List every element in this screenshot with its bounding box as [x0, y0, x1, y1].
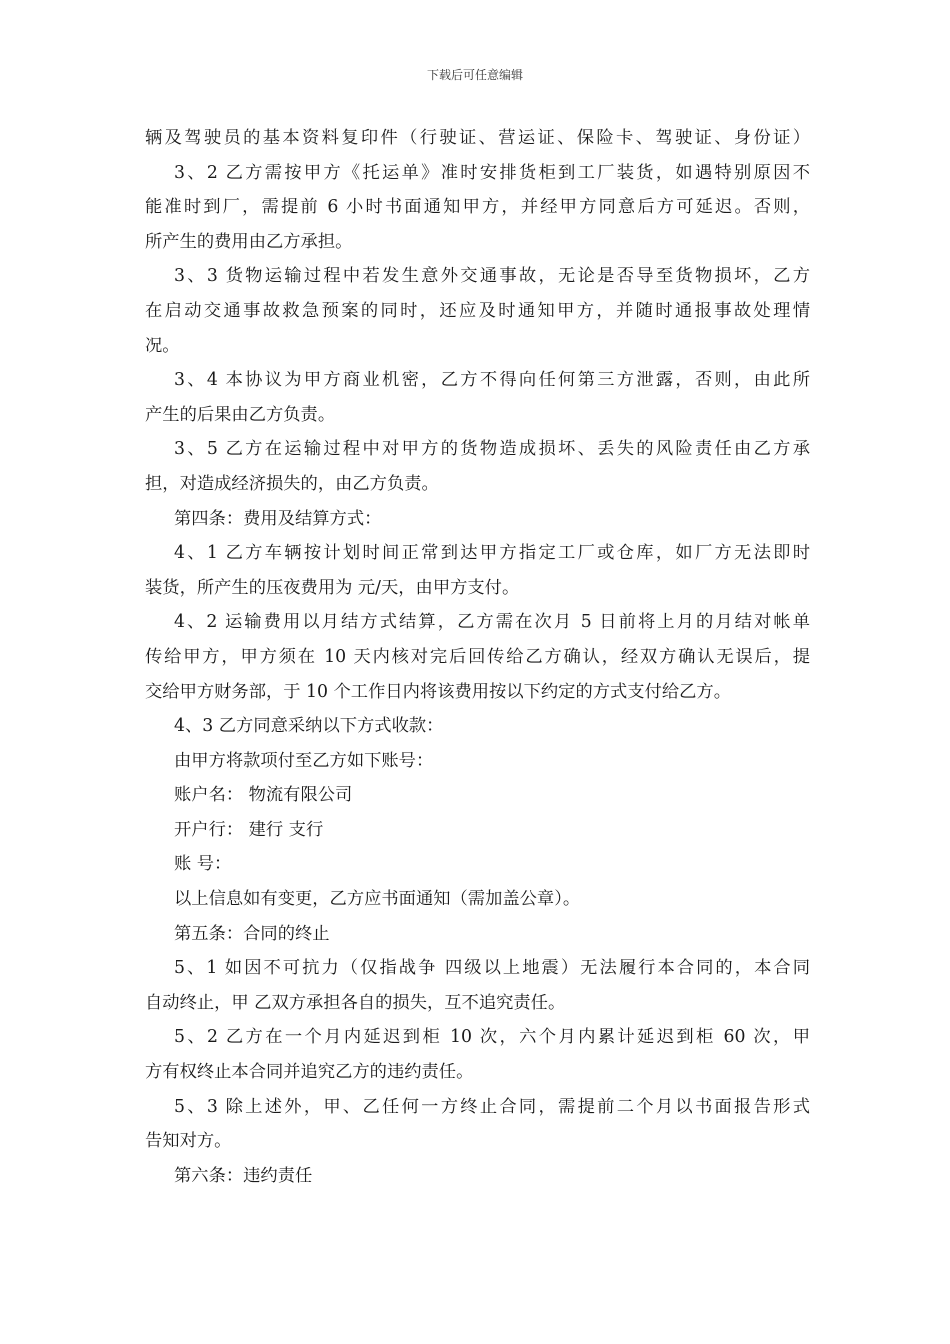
section-heading: 第六条：违约责任 [174, 1165, 313, 1186]
page-header: 下载后可任意编辑 [426, 68, 523, 82]
text-line: 在启动交通事故救急预案的同时，还应及时通知甲方，并随时通报事故处理情 [145, 300, 810, 321]
text-line: 3、4 本协议为甲方商业机密，乙方不得向任何第三方泄露，否则，由此所 [174, 370, 810, 391]
text-line: 4、3 乙方同意采纳以下方式收款： [174, 716, 444, 737]
text-line: 3、5 乙方在运输过程中对甲方的货物造成损坏、丢失的风险责任由乙方承 [174, 439, 810, 460]
text-line: 能准时到厂，需提前 6 小时书面通知甲方，并经甲方同意后方可延迟。否则， [145, 197, 810, 218]
text-line: 由甲方将款项付至乙方如下账号： [174, 750, 434, 771]
section-heading: 第四条：费用及结算方式： [174, 508, 382, 529]
text-line: 5、2 乙方在一个月内延迟到柜 10 次，六个月内累计延迟到柜 60 次，甲 [174, 1027, 810, 1048]
text-line: 以上信息如有变更，乙方应书面通知（需加盖公章）。 [174, 889, 581, 910]
text-line: 自动终止，甲 乙双方承担各自的损失，互不追究责任。 [145, 992, 566, 1013]
text-line: 5、3 除上述外，甲、乙任何一方终止合同，需提前二个月以书面报告形式 [174, 1096, 810, 1117]
bank-line: 开户行： 建行 支行 [174, 819, 324, 840]
text-line: 担，对造成经济损失的，由乙方负责。 [145, 473, 439, 494]
text-line: 产生的后果由乙方负责。 [145, 404, 336, 425]
text-line: 4、1 乙方车辆按计划时间正常到达甲方指定工厂或仓库，如厂方无法即时 [174, 543, 810, 564]
text-line: 辆及驾驶员的基本资料复印件（行驶证、营运证、保险卡、驾驶证、身份证） [145, 128, 810, 148]
text-line: 告知对方。 [145, 1131, 232, 1152]
document-body [145, 121, 810, 1193]
text-line: 装货，所产生的压夜费用为 元/天，由甲方支付。 [145, 577, 520, 598]
text-line: 交给甲方财务部，于 10 个工作日内将该费用按以下约定的方式支付给乙方。 [145, 681, 731, 702]
text-line: 方有权终止本合同并追究乙方的违约责任。 [145, 1062, 474, 1083]
text-line: 4、2 运输费用以月结方式结算，乙方需在次月 5 日前将上月的月结对帐单 [174, 612, 810, 633]
account-name-line: 账户名： 物流有限公司 [174, 785, 353, 806]
text-line: 况。 [145, 335, 180, 356]
text-line: 所产生的费用由乙方承担。 [145, 231, 353, 252]
text-line: 传给甲方，甲方须在 10 天内核对完后回传给乙方确认，经双方确认无误后，提 [145, 646, 810, 667]
section-heading: 第五条：合同的终止 [174, 923, 330, 944]
account-number-line: 账 号： [174, 854, 232, 875]
text-line: 3、3 货物运输过程中若发生意外交通事故，无论是否导至货物损坏，乙方 [174, 266, 810, 287]
text-line: 5、1 如因不可抗力（仅指战争 四级以上地震）无法履行本合同的，本合同 [174, 958, 810, 979]
text-line: 3、2 乙方需按甲方《托运单》准时安排货柜到工厂装货，如遇特别原因不 [174, 162, 810, 183]
